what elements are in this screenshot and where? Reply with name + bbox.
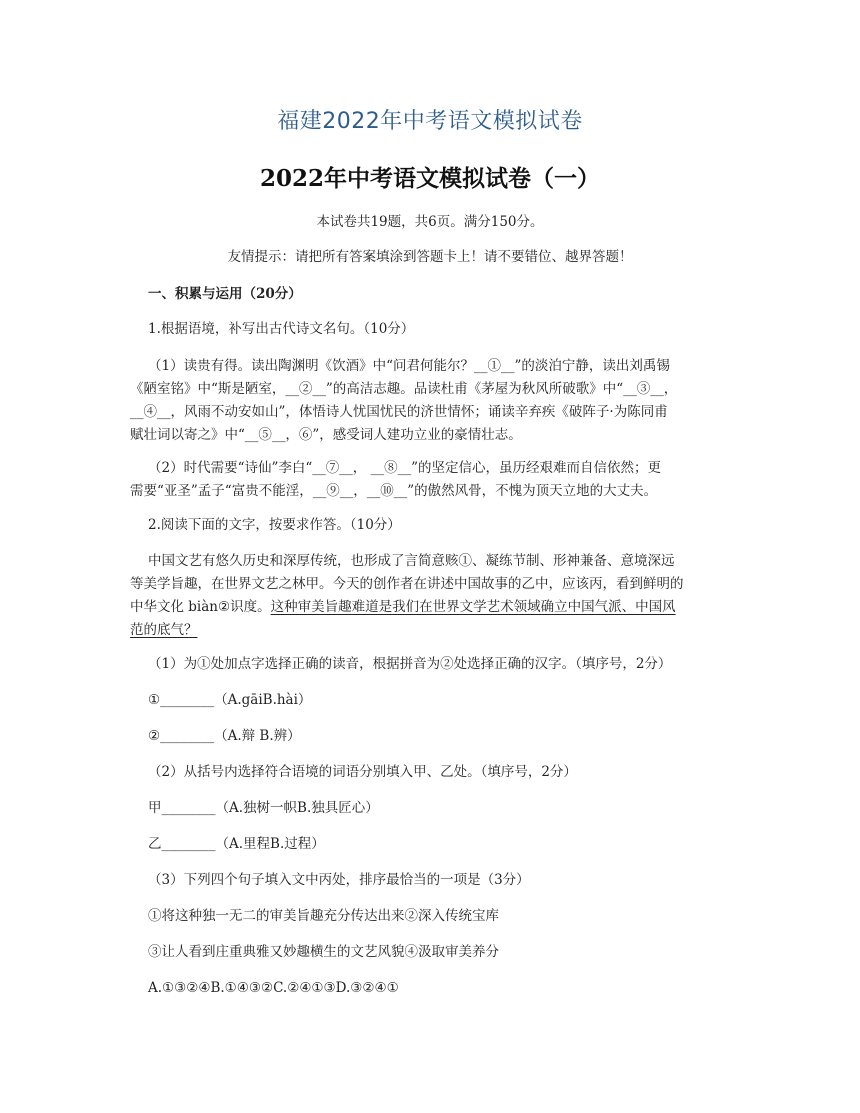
q1-paragraph-line: 需要“亚圣”孟子“富贵不能淫，__⑨__，__⑩__”的傲然风骨，不愧为顶天立地的大丈夫。: [130, 483, 658, 499]
q1-paragraph-line: 赋壮词以寄之》中“__⑤__，⑥”，感受词人建功立业的豪情壮志。: [130, 427, 522, 443]
underlined-sentence-end: 范的底气？: [130, 622, 198, 638]
section-heading: 一、积累与运用（20分）: [148, 286, 302, 302]
exam-intro: 本试卷共19题，共6页。满分150分。: [316, 214, 544, 230]
q2-subquestion-2: （2）从括号内选择符合语境的词语分别填入甲、乙处。（填序号，2分）: [148, 764, 577, 780]
page-title: 2022年中考语文模拟试卷（一）: [259, 165, 600, 192]
q2-sub3-sentences: ③让人看到庄重典雅又妙趣横生的文艺风貌④汲取审美养分: [148, 944, 499, 960]
q2-sub2-blank-a: 甲________（A.独树一帜B.独具匠心）: [148, 800, 379, 816]
q1-paragraph-line: 《陋室铭》中“斯是陋室，__②__”的高洁志趣。品读杜甫《茅屋为秋风所破歌》中“__③__，: [130, 381, 678, 397]
q2-passage-line: [130, 596, 676, 619]
q2-sub3-sentences: ①将这种独一无二的审美旨趣充分传达出来②深入传统宝库: [148, 908, 499, 924]
q1-paragraph-line: （2）时代需要“诗仙”李白“__⑦__， __⑧__”的坚定信心，虽历经艰难而自信依然；更: [148, 460, 661, 476]
q2-sub2-blank-b: 乙________（A.里程B.过程）: [148, 836, 325, 852]
q2-subquestion-1: （1）为①处加点字选择正确的读音，根据拼音为②处选择正确的汉字。（填序号，2分）: [148, 656, 672, 672]
header-title: 福建2022年中考语文模拟试卷: [277, 109, 583, 134]
q2-passage-text: 中华文化 biàn②识度。: [130, 599, 271, 615]
q1-paragraph-line: （1）读贵有得。读出陶渊明《饮酒》中“问君何能尔？__①__”的淡泊宁静，读出刘禹锡: [148, 358, 670, 374]
q2-passage-line: 等美学旨趣，在世界文艺之林甲。今天的创作者在讲述中国故事的乙中，应该丙，看到鲜明的: [130, 576, 684, 592]
exam-notice: 友情提示：请把所有答案填涂到答题卡上！请不要错位、越界答题！: [227, 249, 633, 265]
underlined-sentence: 这种审美旨趣难道是我们在世界文学艺术领域确立中国气派、中国风: [270, 599, 676, 615]
q2-subquestion-3: （3）下列四个句子填入文中丙处，排序最恰当的一项是（3分）: [148, 872, 530, 888]
q1-paragraph-line: __④__，风雨不动安如山”，体悟诗人忧国忧民的济世情怀；诵读辛弃疾《破阵子·为陈同甫: [130, 404, 668, 420]
q2-sub3-options: A.①③②④B.①④③②C.②④①③D.③②④①: [148, 980, 399, 996]
q2-passage-line: 中国文艺有悠久历史和深厚传统，也形成了言简意赅①、凝练节制、形神兼备、意境深远: [148, 553, 675, 569]
question-2-stem: 2.阅读下面的文字，按要求作答。（10分）: [148, 517, 401, 533]
q2-sub1-blank-a: ①________（A.gāiB.hài）: [148, 692, 312, 708]
q2-sub1-blank-b: ②________（A.辩 B.辨）: [148, 728, 301, 744]
question-1-stem: 1.根据语境，补写出古代诗文名句。（10分）: [148, 321, 415, 337]
